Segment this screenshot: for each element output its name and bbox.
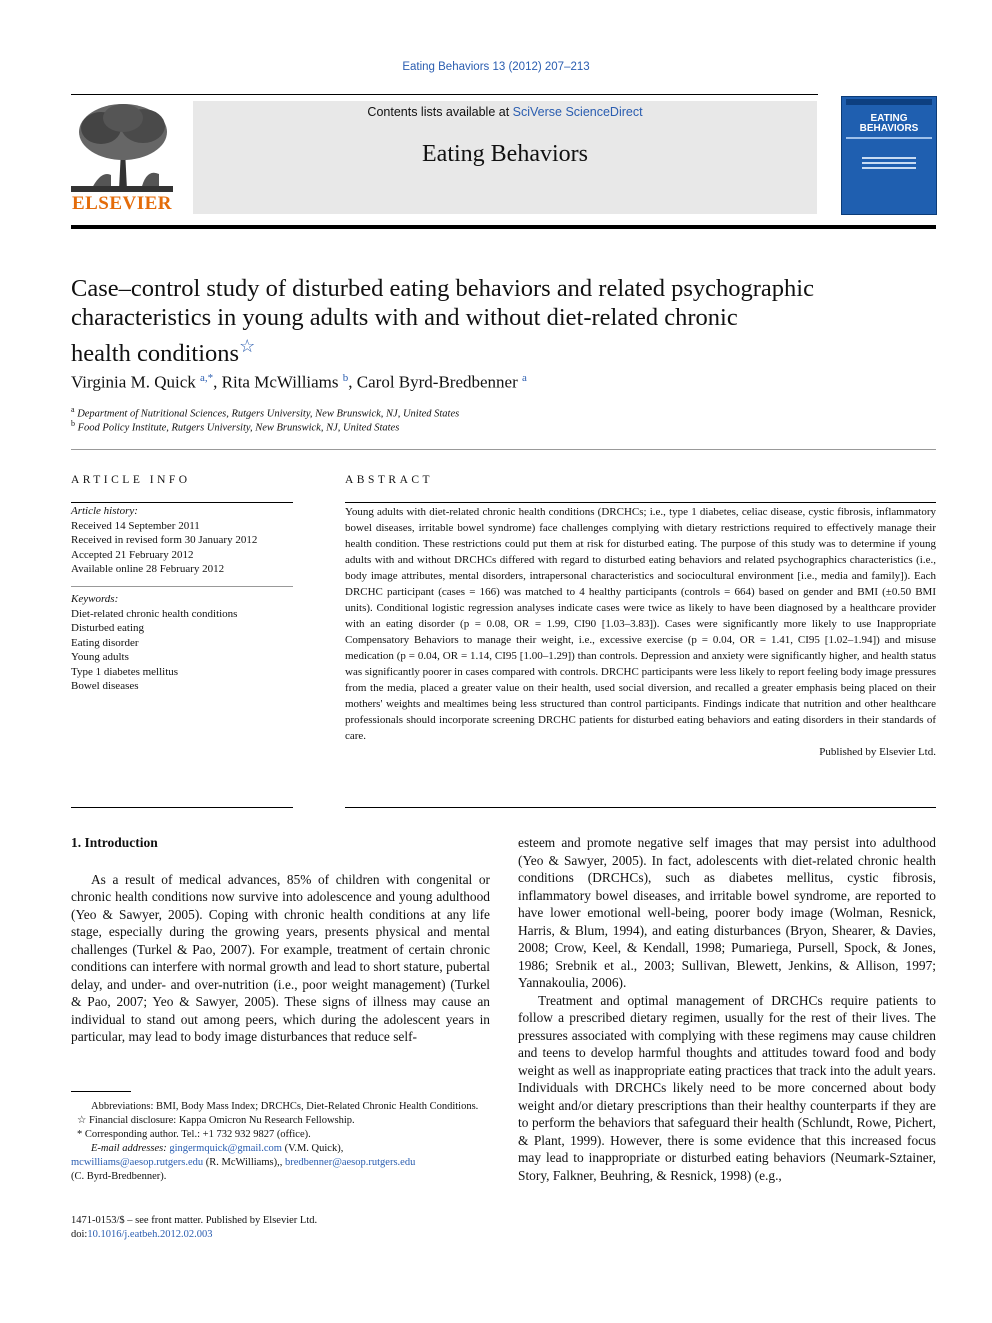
email-label: E-mail addresses: [91,1143,167,1154]
author-name: Carol Byrd-Bredbenner [356,372,518,392]
elsevier-logo [71,100,173,215]
keyword: Eating disorder [71,636,139,649]
abstract-body [345,504,936,760]
header-thick-rule [71,225,936,229]
author-list: Virginia M. Quick $^{a,*}$, Rita McWilliams $^b$, Carol Byrd-Bredbenner $^a$ [71,372,527,392]
abstract-rule [345,807,936,808]
published-by: Published by Elsevier Ltd. [819,746,936,758]
email-link[interactable]: mcwilliams@aesop.rutgers.edu [71,1157,204,1168]
contents-prefix: Contents lists available at [367,105,510,119]
abbreviations-footnote: Abbreviations: BMI, Body Mass Index; DRCHCs, Diet-Related Chronic Health Conditions. [91,1101,479,1112]
cover-title: EATING BEHAVIORS [859,113,919,134]
affiliation: $^a$ Department of Nutritional Sciences, Rutgers University, New Brunswick, NJ, United States [71,405,460,420]
cover-subtitle-bar [846,137,932,139]
abstract-text: Young adults with diet-related chronic health conditions (DRCHCs; i.e., type 1 diabetes, celiac disease, cystic fibrosis, inflammatory bowel diseases, irritable bowel syndrome) face challenges complying with dietary restrictions required to effectively manage their health condition. These restrictions could put them at risk for disturbed eating. The purpose of this study was to determine if young adults with and without DRCHCs differed with regard to disturbed eating behaviors and related psychographics characteristics (i.e., body image attributes, mental disorders, intrapersonal characteristics and sociocultural environment [i.e., media and family]). Each DRCHC participant (cases = 166) was matched to 4 healthy participants (controls = 664) based on gender and BMI (±0.50 BMI units). Conditional logistic regression analyses indicate cases were twice as likely to have been diagnosed by a healthcare provider with an eating disorder (p = 0.08, OR = 1.99, CI90 [1.03–3.83]). Cases were significantly more likely to use Inappropriate Compensatory Behaviors to manage their weight, i.e., excessive exercise (p = 0.04, OR = 1.41, CI95 [1.02–1.94]) and misuse medication (p = 0.04, OR = 1.14, CI95 [1.00–1.29]) than controls. Depression and anxiety were significantly higher, and health status was significantly poorer in cases compared with controls. DRCHC participants were less likely to report feeling body image pressures from the media, placed a greater value on their health, used social diversion, and recalled a greater emphasis being placed on their mothers' weights and mealtimes being less structured than control participants. Findings indicate that nutrition and other healthcare professionals should incorporate screening DRCHC patients for disturbed eating behaviors and eating disorders in their standards of care. [345,506,936,742]
abstract-heading: ABSTRACT [345,474,434,486]
body-paragraph: Treatment and optimal management of DRCHCs require patients to follow a prescribed dietary regimen, usually for the rest of their lives. The pressures associated with complying with these regimens may cause children and teens to develop harmful thoughts and attitudes toward food and body weight as well as inappropriate eating practices that track into the adult years. Individuals with DRCHCs likely need to be more concerned about body weight and/or dietary prescriptions than their healthy counterparts if they are to perform the behaviors that safeguard their health (Schlundt, Rowe, Pichert, & Plant, 1999). However, there is some evidence that this increased focus may lead to inappropriate or disturbed eating behaviors (Neumark-Sztainer, Story, Falkner, Beuhring, & Resnick, 1998) (e.g., [518,992,936,1183]
cover-text-lines [862,157,916,172]
keyword: Bowel diseases [71,680,139,692]
section-rule [71,449,936,450]
doi-line: doi:10.1016/j.eatbeh.2012.02.003 [71,1229,213,1240]
section-heading: 1. Introduction [71,835,158,850]
body-paragraph: esteem and promote negative self images that may persist into adulthood (Yeo & Sawyer, 2005). In fact, adolescents with diet-related chronic health conditions (DRCHCs), such as diabetes mellitus, cystic fibrosis, inflammatory bowel diseases, and irritable bowel syndrome, are reported to have lower emotional well-being, poorer body image (Wolman, Resnick, Harris, & Blum, 1994), and eating disturbances (Bryon, Shearer, & Davies, 2008; Crow, Keel, & Kendall, 1998; Pumariega, Pursell, Spock, & Jones, 1986; Srebnik et al., 2003; Sullivan, Blewett, Jenkins, & Allison, 1997; Yannakoulia, 2006). [518,835,936,990]
history-item: Received 14 September 2011 [71,519,200,532]
history-item: Accepted 21 February 2012 [71,548,194,561]
contents-line [193,105,817,119]
left-column [71,834,490,1046]
issn-line: 1471-0153/$ – see front matter. Published by Elsevier Ltd. [71,1215,318,1226]
right-column [518,834,936,1184]
elsevier-wordmark: ELSEVIER [71,193,173,214]
article-history: Article history: Received 14 September 2011 Received in revised form 30 January 2012 Accepted 21 February 2012 Available online 28 February 2012 [71,504,293,577]
sciencedirect-link[interactable]: SciVerse ScienceDirect [512,105,643,119]
author-name: Virginia M. Quick [71,372,196,392]
keyword: Diet-related chronic health conditions [71,607,238,620]
journal-cover-thumbnail[interactable] [841,96,937,215]
author-name: Rita McWilliams [221,372,339,392]
history-item: Received in revised form 30 January 2012 [71,534,258,546]
tree-logo-icon [71,100,173,192]
body-paragraph: As a result of medical advances, 85% of children with congenital or chronic health conditions now survive into adolescence and young adulthood (Yeo & Sawyer, 2005). Coping with chronic health conditions at any life stage, especially during the growing years, presents physical and mental challenges (Turkel & Pao, 2007). For example, treatment of certain chronic conditions can interfere with normal growth and lead to short stature, pubertal delay, and under- and over-nutrition (i.e., poor weight management) (Turkel & Pao, 2007; Yeo & Sawyer, 2005). These signs of illness may cause an individual to stand out among peers, which during the adolescent years in particular, may lead to body image disturbances that reduce self- [71,871,490,1044]
info-rule [71,502,293,503]
keywords: Keywords: Diet-related chronic health conditions Disturbed eating Eating disorder Young adults Type 1 diabetes mellitus Bowel diseases [71,592,293,694]
keyword: Disturbed eating [71,622,145,634]
author-affil-mark[interactable]: a,* [200,372,214,384]
article-info-heading: ARTICLE INFO [71,474,191,486]
corresponding-footnote: * Corresponding author. Tel.: +1 732 932 9827 (office). [77,1129,311,1140]
keyword: Young adults [71,651,129,663]
info-rule [71,807,293,808]
journal-name: Eating Behaviors [422,141,588,167]
cover-header-strip [846,99,932,105]
header-rule [71,94,818,95]
doi-link[interactable]: 10.1016/j.eatbeh.2012.02.003 [87,1229,213,1240]
title-footnote-star[interactable]: ☆ [239,336,256,356]
journal-citation[interactable]: Eating Behaviors 13 (2012) 207–213 [402,61,590,73]
keyword: Type 1 diabetes mellitus [71,665,179,678]
email-link[interactable]: bredbenner@aesop.rutgers.edu [284,1157,416,1168]
affiliation: $^b$ Food Policy Institute, Rutgers University, New Brunswick, NJ, United States [71,419,400,434]
author-affil-mark[interactable]: b [342,372,349,384]
info-rule [71,586,293,587]
abstract-rule [345,502,936,503]
financial-footnote: ☆ Financial disclosure: Kappa Omicron Nu Research Fellowship. [77,1115,355,1126]
footnote-rule [71,1091,131,1092]
history-item: Available online 28 February 2012 [71,563,225,575]
article-title: Case–control study of disturbed eating behaviors and related psychographic characteristics in young adults with and without diet-related chronic health conditions☆ [71,275,814,368]
author-affil-mark[interactable]: a [522,372,527,384]
email-link[interactable]: gingermquick@gmail.com [169,1143,282,1154]
footnotes: Abbreviations: BMI, Body Mass Index; DRCHCs, Diet-Related Chronic Health Conditions. ☆ Financial disclosure: Kappa Omicron Nu Research Fellowship. * Corresponding author. Tel.: +1 732 932 9827 (office). E-mail addresses: gingermquick@gmail.com (V.M. Quick), mcwilliams@aesop.rutgers.edu (R. McWilliams),, bredbenner@aesop.rutgers.edu (C. Byrd-Bredbenner). [71,1100,491,1184]
